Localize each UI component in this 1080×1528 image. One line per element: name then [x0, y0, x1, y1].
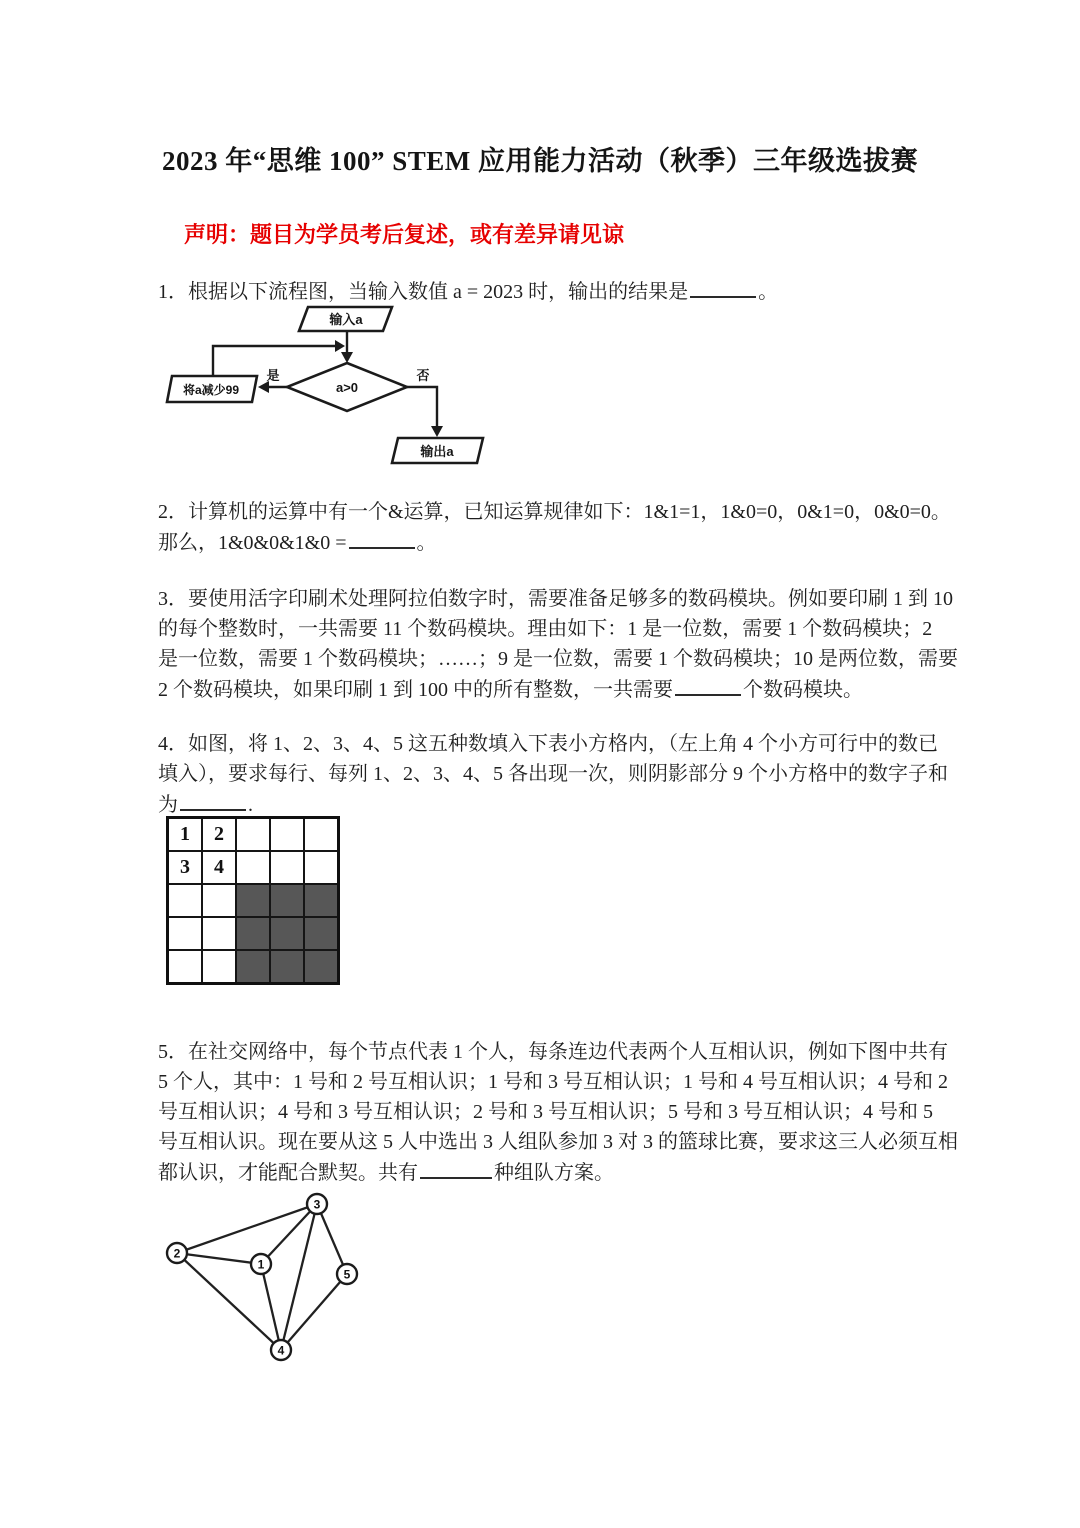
graph-edge: [317, 1204, 347, 1274]
grid-cell: [168, 917, 203, 950]
flowchart-figure: [145, 298, 497, 476]
question-5: [158, 1037, 966, 1188]
question-5-line3: 号互相认识；4 号和 3 号互相认识；2 号和 3 号互相认识；5 号和 3 号互相认识；4 号和 5: [158, 1101, 933, 1123]
declaration-text: 声明：题目为学员考后复述，或有差异请见谅: [184, 222, 625, 247]
question-3-line4-text: 2 个数码模块，如果印刷 1 到 100 中的所有整数，一共需要: [158, 679, 673, 701]
question-3: [158, 584, 966, 705]
grid-cell: 4: [202, 851, 236, 884]
page-title: 2023 年“思维 100” STEM 应用能力活动（秋季）三年级选拔赛: [161, 146, 919, 176]
question-4: [158, 729, 966, 820]
grid-cell: [304, 917, 339, 950]
grid-row: [168, 917, 339, 950]
question-2: [158, 497, 966, 558]
grid-cell: [236, 950, 270, 984]
grid-row: [168, 851, 339, 884]
graph-node-label: 3: [313, 1197, 321, 1212]
grid-row: [168, 818, 339, 852]
grid-row: [168, 950, 339, 984]
answer-blank: [349, 527, 415, 549]
answer-blank: [420, 1157, 492, 1179]
grid-cell: [304, 818, 339, 852]
question-3-line2: 的每个整数时，一共需要 11 个数码模块。理由如下：1 是一位数，需要 1 个数码模块；2: [158, 618, 933, 640]
flowchart-no-label: 否: [416, 368, 430, 383]
question-5-line2: 5 个人，其中：1 号和 2 号互相认识；1 号和 3 号互相认识；1 号和 4 号互相认识；4 号和 2: [158, 1071, 948, 1093]
grid-cell: [270, 950, 304, 984]
graph-edge: [261, 1264, 281, 1350]
grid-cell: [304, 851, 339, 884]
graph-node-label: 1: [257, 1257, 265, 1272]
flowchart-yes-label: 是: [266, 368, 280, 383]
grid-cell: [270, 851, 304, 884]
flowchart-output-label: 输出a: [420, 444, 454, 459]
grid-cell: [168, 950, 203, 984]
grid-cell: [270, 884, 304, 917]
grid-cell: [236, 884, 270, 917]
question-3-line3: 是一位数，需要 1 个数码模块；……；9 是一位数，需要 1 个数码模块；10 是两位数，需要: [158, 648, 958, 670]
question-5-line1: 5．在社交网络中，每个节点代表 1 个人，每条连边代表两个人互相认识，例如下图中共有: [158, 1041, 948, 1063]
grid-cell: [168, 884, 203, 917]
graph-edge: [177, 1253, 261, 1264]
grid-cell: 3: [168, 851, 203, 884]
question-3-line4: [158, 674, 966, 705]
question-5-line5-text: 都认识，才能配合默契。共有: [158, 1162, 418, 1184]
question-2-line2: [158, 527, 966, 558]
question-1-text: 1．根据以下流程图，当输入数值 a = 2023 时，输出的结果是: [158, 281, 689, 303]
grid-cell: [270, 818, 304, 852]
graph-node-label: 4: [277, 1343, 285, 1358]
grid-cell: [270, 917, 304, 950]
question-5-line4: 号互相认识。现在要从这 5 人中选出 3 人组队参加 3 对 3 的篮球比赛，要求这三人必须互相: [158, 1131, 958, 1153]
question-4-line3-text: 为: [158, 794, 178, 816]
grid-cell: [236, 917, 270, 950]
question-3-line1: 3．要使用活字印刷术处理阿拉伯数字时，需要准备足够多的数码模块。例如要印刷 1 到 10: [158, 588, 953, 610]
question-1-tail: 。: [758, 281, 779, 303]
graph-edge: [177, 1204, 317, 1253]
grid-cell: [304, 884, 339, 917]
question-4-line3-tail: .: [248, 794, 253, 816]
answer-blank: [180, 789, 246, 811]
question-2-line2-text: 那么，1&0&0&1&0 =: [158, 532, 347, 554]
grid-row: [168, 884, 339, 917]
question-4-line1: 4．如图，将 1、2、3、4、5 这五种数填入下表小方格内，（左上角 4 个小方可行中的数已: [158, 733, 938, 755]
flow-arrow-right-icon: [335, 340, 345, 352]
flow-arrow-down2-icon: [431, 426, 443, 437]
graph-node-label: 5: [343, 1267, 351, 1282]
social-graph-figure: [150, 1188, 385, 1370]
grid-cell: [304, 950, 339, 984]
question-5-line5: [158, 1157, 966, 1188]
grid-cell: [202, 884, 236, 917]
q4-grid: [166, 816, 340, 985]
grid-cell: [236, 851, 270, 884]
grid-cell: [202, 917, 236, 950]
flowchart-condition-label: a>0: [335, 380, 359, 395]
flowchart-input-label: 输入a: [329, 312, 363, 327]
graph-node-label: 2: [173, 1246, 181, 1261]
answer-blank: [690, 276, 756, 298]
question-4-line2: 填入），要求每行、每列 1、2、3、4、5 各出现一次，则阴影部分 9 个小方格中的数字子和: [158, 763, 948, 785]
question-5-line5-tail: 种组队方案。: [494, 1162, 614, 1184]
flowchart-loop-label: 将a减少99: [182, 383, 240, 397]
answer-blank: [675, 674, 741, 696]
grid-cell: 1: [168, 818, 203, 852]
flow-arrow-down-icon: [341, 352, 353, 363]
question-3-line4-tail: 个数码模块。: [743, 679, 863, 701]
grid-cell: 2: [202, 818, 236, 852]
grid-cell: [202, 950, 236, 984]
q4-grid-body: [168, 818, 339, 984]
question-2-line1: 2．计算机的运算中有一个&运算，已知运算规律如下：1&1=1，1&0=0，0&1=0，0&0=0。: [158, 501, 951, 523]
question-2-line2-tail: 。: [416, 532, 437, 554]
grid-cell: [236, 818, 270, 852]
